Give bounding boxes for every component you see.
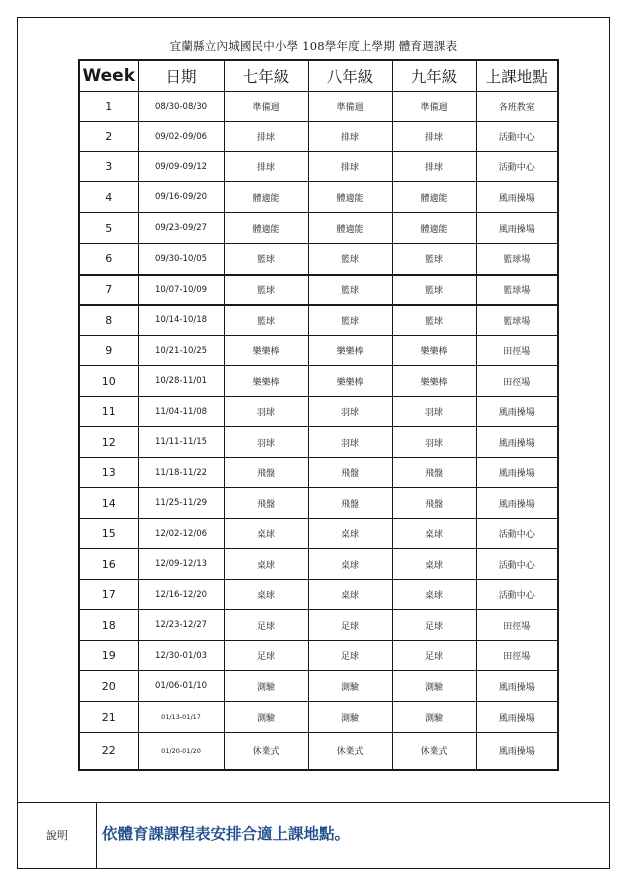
cell-grade-8: 籃球	[308, 275, 392, 305]
cell-location: 籃球場	[476, 244, 558, 275]
cell-grade-7: 足球	[224, 610, 308, 641]
cell-grade-7: 準備週	[224, 92, 308, 122]
table-row	[79, 336, 558, 366]
cell-week: 4	[79, 182, 138, 213]
cell-date: 09/09-09/12	[138, 152, 224, 182]
footer-note: 依體育課課程表安排合適上課地點。	[102, 825, 351, 843]
cell-grade-9: 羽球	[392, 427, 476, 458]
table-row	[79, 213, 558, 244]
cell-date: 12/30-01/03	[138, 641, 224, 671]
cell-date: 09/23-09/27	[138, 213, 224, 244]
cell-grade-9: 排球	[392, 122, 476, 152]
cell-grade-9: 籃球	[392, 275, 476, 305]
cell-grade-8: 桌球	[308, 580, 392, 610]
footer-section	[18, 802, 609, 869]
cell-grade-7: 籃球	[224, 275, 308, 305]
cell-grade-9: 樂樂棒	[392, 336, 476, 366]
cell-date: 09/30-10/05	[138, 244, 224, 275]
table-header-row	[79, 60, 558, 92]
table-row	[79, 488, 558, 519]
cell-grade-9: 飛盤	[392, 458, 476, 488]
cell-grade-8: 籃球	[308, 244, 392, 275]
cell-grade-7: 體適能	[224, 182, 308, 213]
cell-grade-8: 樂樂棒	[308, 336, 392, 366]
header-week: Week	[79, 60, 138, 92]
cell-grade-9: 足球	[392, 641, 476, 671]
cell-grade-7: 休業式	[224, 733, 308, 770]
cell-grade-7: 羽球	[224, 397, 308, 427]
cell-grade-7: 羽球	[224, 427, 308, 458]
table-row	[79, 641, 558, 671]
table-row	[79, 427, 558, 458]
table-row	[79, 244, 558, 275]
cell-grade-9: 排球	[392, 152, 476, 182]
schedule-table	[78, 59, 559, 771]
cell-grade-8: 羽球	[308, 427, 392, 458]
table-row	[79, 671, 558, 702]
cell-grade-8: 足球	[308, 610, 392, 641]
cell-date: 12/23-12/27	[138, 610, 224, 641]
cell-grade-8: 休業式	[308, 733, 392, 770]
header-grade-7: 七年級	[224, 60, 308, 92]
cell-week: 5	[79, 213, 138, 244]
cell-date: 10/07-10/09	[138, 275, 224, 305]
cell-grade-7: 籃球	[224, 244, 308, 275]
cell-date: 11/04-11/08	[138, 397, 224, 427]
cell-grade-7: 足球	[224, 641, 308, 671]
cell-grade-7: 樂樂棒	[224, 366, 308, 397]
header-grade-8: 八年級	[308, 60, 392, 92]
footer-label: 說明	[46, 829, 68, 842]
cell-grade-8: 樂樂棒	[308, 366, 392, 397]
cell-grade-7: 體適能	[224, 213, 308, 244]
cell-grade-9: 測驗	[392, 702, 476, 733]
cell-date: 09/02-09/06	[138, 122, 224, 152]
cell-grade-8: 足球	[308, 641, 392, 671]
cell-week: 1	[79, 92, 138, 122]
table-row	[79, 122, 558, 152]
cell-week: 16	[79, 549, 138, 580]
table-row	[79, 305, 558, 336]
cell-grade-9: 籃球	[392, 244, 476, 275]
cell-location: 各班教室	[476, 92, 558, 122]
cell-grade-8: 排球	[308, 152, 392, 182]
cell-date: 12/16-12/20	[138, 580, 224, 610]
table-row	[79, 549, 558, 580]
cell-week: 17	[79, 580, 138, 610]
cell-grade-8: 體適能	[308, 182, 392, 213]
cell-grade-9: 羽球	[392, 397, 476, 427]
cell-location: 活動中心	[476, 152, 558, 182]
table-row	[79, 733, 558, 770]
cell-date: 10/28-11/01	[138, 366, 224, 397]
cell-week: 7	[79, 275, 138, 305]
cell-location: 活動中心	[476, 122, 558, 152]
cell-grade-7: 飛盤	[224, 488, 308, 519]
cell-grade-9: 樂樂棒	[392, 366, 476, 397]
cell-grade-7: 排球	[224, 152, 308, 182]
cell-grade-9: 籃球	[392, 305, 476, 336]
cell-grade-9: 飛盤	[392, 488, 476, 519]
header-location: 上課地點	[476, 60, 558, 92]
cell-week: 22	[79, 733, 138, 770]
cell-location: 風雨操場	[476, 213, 558, 244]
cell-date: 09/16-09/20	[138, 182, 224, 213]
cell-week: 11	[79, 397, 138, 427]
table-row	[79, 92, 558, 122]
cell-grade-8: 桌球	[308, 519, 392, 549]
cell-location: 風雨操場	[476, 397, 558, 427]
cell-week: 3	[79, 152, 138, 182]
cell-location: 田徑場	[476, 610, 558, 641]
cell-week: 6	[79, 244, 138, 275]
cell-location: 風雨操場	[476, 733, 558, 770]
cell-location: 風雨操場	[476, 427, 558, 458]
cell-grade-8: 羽球	[308, 397, 392, 427]
cell-location: 風雨操場	[476, 488, 558, 519]
cell-week: 12	[79, 427, 138, 458]
cell-grade-7: 測驗	[224, 702, 308, 733]
cell-week: 19	[79, 641, 138, 671]
cell-grade-9: 桌球	[392, 549, 476, 580]
cell-location: 活動中心	[476, 519, 558, 549]
cell-date: 12/09-12/13	[138, 549, 224, 580]
cell-date: 10/21-10/25	[138, 336, 224, 366]
cell-grade-9: 體適能	[392, 213, 476, 244]
cell-grade-8: 籃球	[308, 305, 392, 336]
cell-grade-7: 桌球	[224, 519, 308, 549]
table-row	[79, 458, 558, 488]
table-row	[79, 152, 558, 182]
cell-week: 2	[79, 122, 138, 152]
cell-week: 14	[79, 488, 138, 519]
cell-date: 11/25-11/29	[138, 488, 224, 519]
cell-grade-9: 足球	[392, 610, 476, 641]
cell-location: 風雨操場	[476, 671, 558, 702]
cell-date: 08/30-08/30	[138, 92, 224, 122]
cell-grade-8: 飛盤	[308, 458, 392, 488]
cell-location: 籃球場	[476, 275, 558, 305]
cell-grade-9: 準備週	[392, 92, 476, 122]
cell-grade-8: 準備週	[308, 92, 392, 122]
cell-grade-7: 排球	[224, 122, 308, 152]
cell-grade-8: 排球	[308, 122, 392, 152]
cell-week: 8	[79, 305, 138, 336]
cell-grade-8: 飛盤	[308, 488, 392, 519]
cell-week: 13	[79, 458, 138, 488]
table-row	[79, 610, 558, 641]
cell-location: 田徑場	[476, 641, 558, 671]
cell-grade-9: 測驗	[392, 671, 476, 702]
table-row	[79, 519, 558, 549]
cell-grade-8: 體適能	[308, 213, 392, 244]
cell-date: 10/14-10/18	[138, 305, 224, 336]
cell-date: 01/13-01/17	[138, 702, 224, 733]
cell-location: 風雨操場	[476, 702, 558, 733]
schedule-body	[79, 92, 558, 770]
header-date: 日期	[138, 60, 224, 92]
table-row	[79, 580, 558, 610]
table-row	[79, 366, 558, 397]
cell-week: 21	[79, 702, 138, 733]
cell-location: 風雨操場	[476, 182, 558, 213]
cell-date: 12/02-12/06	[138, 519, 224, 549]
cell-grade-7: 桌球	[224, 549, 308, 580]
cell-date: 01/06-01/10	[138, 671, 224, 702]
cell-grade-8: 測驗	[308, 702, 392, 733]
cell-date: 01/20-01/20	[138, 733, 224, 770]
cell-date: 11/11-11/15	[138, 427, 224, 458]
cell-week: 10	[79, 366, 138, 397]
cell-grade-8: 測驗	[308, 671, 392, 702]
cell-location: 活動中心	[476, 549, 558, 580]
cell-grade-9: 休業式	[392, 733, 476, 770]
cell-week: 15	[79, 519, 138, 549]
cell-grade-7: 測驗	[224, 671, 308, 702]
cell-grade-9: 桌球	[392, 580, 476, 610]
table-row	[79, 182, 558, 213]
cell-grade-7: 桌球	[224, 580, 308, 610]
table-row	[79, 702, 558, 733]
document-title: 宜蘭縣立內城國民中小學 108學年度上學期 體育週課表	[169, 39, 458, 53]
cell-date: 11/18-11/22	[138, 458, 224, 488]
footer-label-cell	[18, 803, 97, 869]
cell-week: 9	[79, 336, 138, 366]
cell-location: 田徑場	[476, 336, 558, 366]
cell-location: 風雨操場	[476, 458, 558, 488]
cell-week: 20	[79, 671, 138, 702]
cell-location: 田徑場	[476, 366, 558, 397]
header-grade-9: 九年級	[392, 60, 476, 92]
cell-grade-7: 籃球	[224, 305, 308, 336]
cell-grade-9: 桌球	[392, 519, 476, 549]
cell-grade-7: 樂樂棒	[224, 336, 308, 366]
document-frame	[17, 17, 610, 869]
cell-grade-9: 體適能	[392, 182, 476, 213]
cell-location: 活動中心	[476, 580, 558, 610]
cell-location: 籃球場	[476, 305, 558, 336]
table-row	[79, 275, 558, 305]
table-row	[79, 397, 558, 427]
cell-week: 18	[79, 610, 138, 641]
cell-grade-7: 飛盤	[224, 458, 308, 488]
cell-grade-8: 桌球	[308, 549, 392, 580]
